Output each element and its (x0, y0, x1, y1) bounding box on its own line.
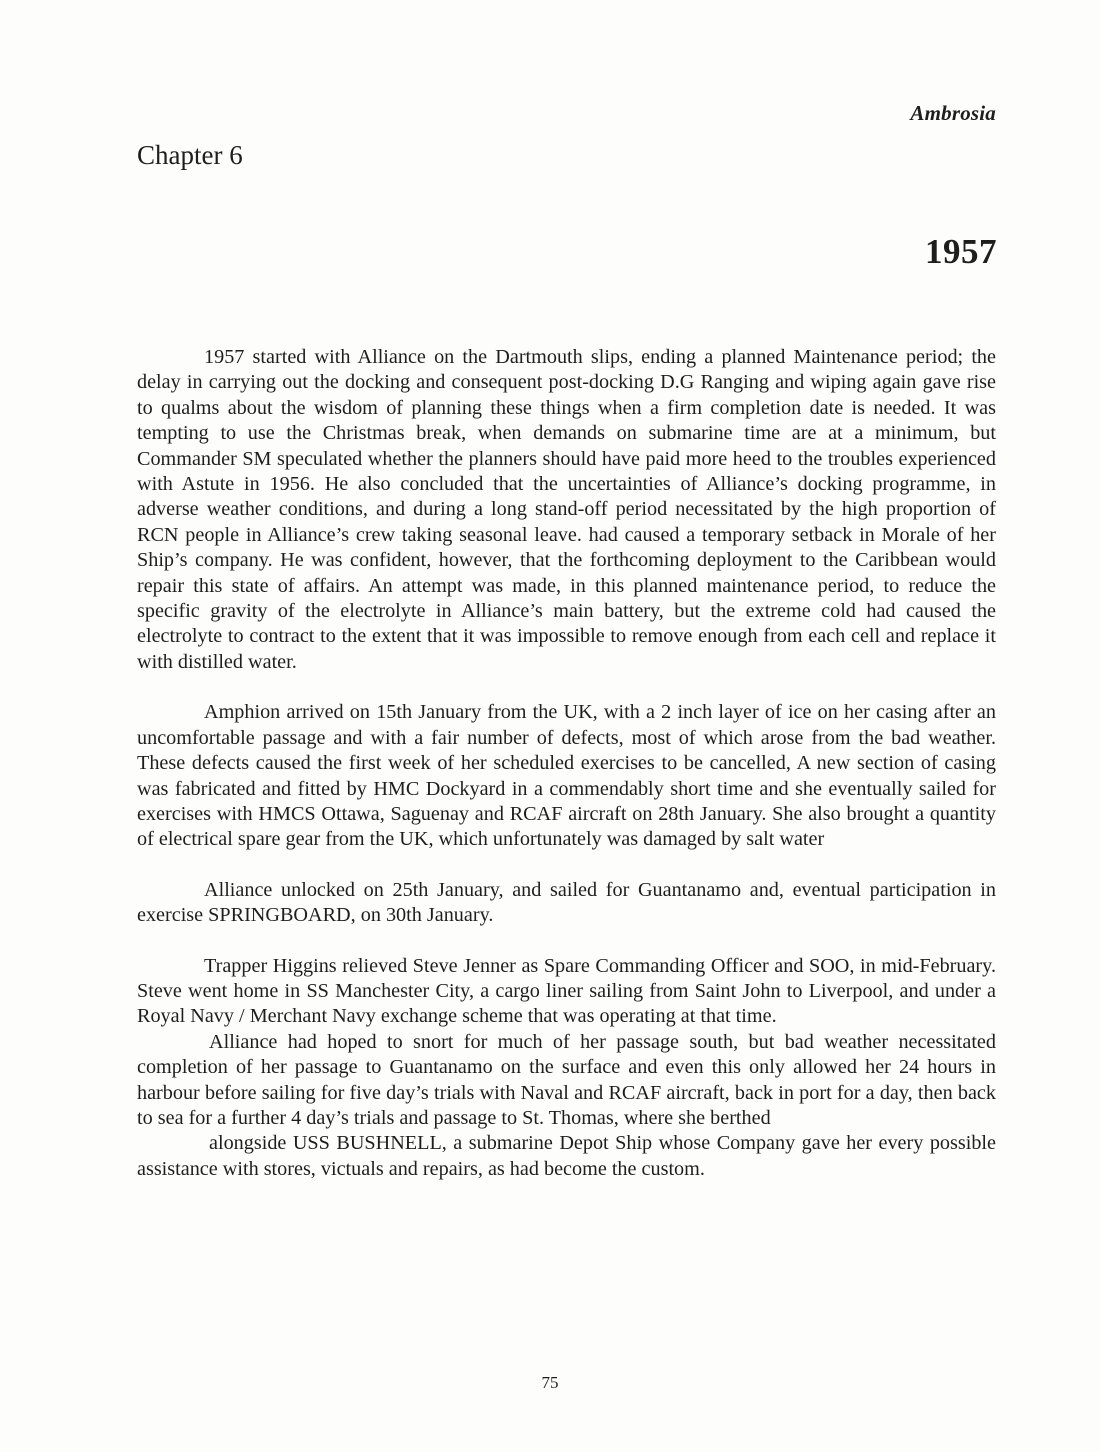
paragraph: Alliance unlocked on 25th January, and sailed for Guantanamo and, eventual participation in exercise SPRINGBOARD, on 30th January. (137, 878, 996, 927)
paragraph: Trapper Higgins relieved Steve Jenner as Spare Commanding Officer and SOO, in mid-February. Steve went home in SS Manchester City, a cargo liner sailing from Saint John to Liverpool, and under a Royal Navy / Merchant Navy exchange scheme that was operating at that time. (137, 954, 996, 1028)
paragraph: alongside USS BUSHNELL, a submarine Depot Ship whose Company gave her every possible assistance with stores, victuals and repairs, as had become the custom. (137, 1132, 996, 1180)
paragraph: Amphion arrived on 15th January from the UK, with a 2 inch layer of ice on her casing after an uncomfortable passage and with a fair number of defects, most of which arose from the bad weather. These defects caused the first week of her scheduled exercises to be cancelled, A new section of casing was fabricated and fitted by HMC Dockyard in a commendably short time and she eventually sailed for exercises with HMCS Ottawa, Saguenay and RCAF aircraft on 28th January. She also brought a quantity of electrical spare gear from the UK, which unfortunately was damaged by salt water (137, 701, 996, 851)
page-number: 75 (541, 1373, 559, 1392)
running-head: Ambrosia (910, 101, 996, 125)
paragraph: 1957 started with Alliance on the Dartmouth slips, ending a planned Maintenance period; the delay in carrying out the docking and consequent post-docking D.G Ranging and wiping again gave rise to qualms about the wisdom of planning these things when a firm completion date is needed. It was tempting to use the Christmas break, when demands on submarine time are at a minimum, but Commander SM speculated whether the planners should have paid more heed to the troubles experienced with Astute in 1956. He also concluded that the uncertainties of Alliance’s docking programme, in adverse weather conditions, and during a long stand-off period necessitated by the high proportion of RCN people in Alliance’s crew taking seasonal leave. had caused a temporary setback in Morale of her Ship’s company. He was confident, however, that the forthcoming deployment to the Caribbean would repair this state of affairs. An attempt was made, in this planned maintenance period, to reduce the specific gravity of the electrolyte in Alliance’s main battery, but the extreme cold had caused the electrolyte to contract to the extent that it was impossible to remove enough from each cell and replace it with distilled water. (137, 346, 996, 673)
chapter-title: 1957 (925, 232, 997, 271)
chapter-label: Chapter 6 (137, 140, 243, 170)
body-text (137, 345, 996, 1182)
paragraph: Alliance had hoped to snort for much of her passage south, but bad weather necessitated completion of her passage to Guantanamo on the surface and even this only allowed her 24 hours in harbour before sailing for five day’s trials with Naval and RCAF aircraft, back in port for a day, then back to sea for a further 4 day’s trials and passage to St. Thomas, where she berthed (137, 1030, 996, 1129)
